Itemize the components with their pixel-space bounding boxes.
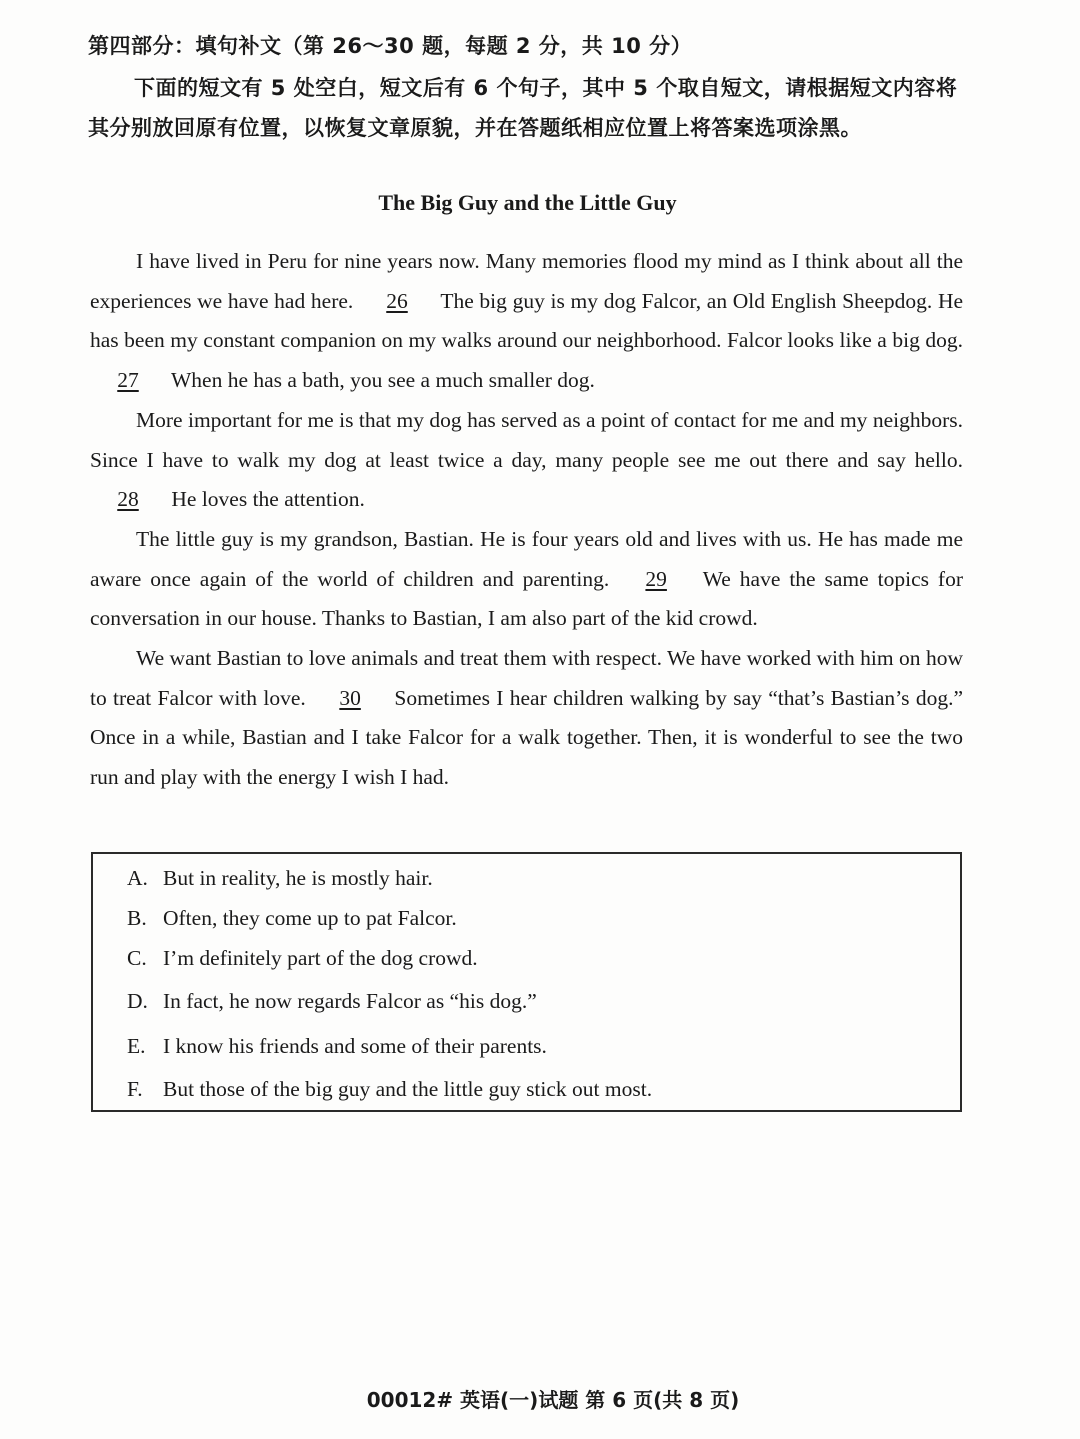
option-letter: D. — [127, 989, 148, 1013]
blank-28: 28 — [117, 487, 139, 512]
paragraph-text: When he has a bath, you see a much smaller dog. — [171, 368, 595, 393]
passage-title: The Big Guy and the Little Guy — [378, 190, 677, 215]
paragraph-text: He loves the attention. — [171, 487, 365, 512]
option-f — [127, 1077, 652, 1102]
paragraph-3 — [90, 520, 963, 639]
option-text: I know his friends and some of their parents. — [163, 1034, 547, 1058]
section-instructions: 下面的短文有 5 处空白，短文后有 6 个句子，其中 5 个取自短文，请根据短文内容将其分别放回原有位置，以恢复文章原貌，并在答题纸相应位置上将答案选项涂黑。 — [88, 76, 958, 140]
option-letter: E. — [127, 1034, 146, 1058]
options-box — [91, 852, 962, 1112]
paragraph-text: More important for me is that my dog has served as a point of contact for me and my neighbors. Since I have to walk my dog at least twice a day, many people see me out there and say hello. — [90, 407, 963, 472]
option-letter: C. — [127, 946, 147, 970]
option-text: But those of the big guy and the little guy stick out most. — [163, 1077, 653, 1101]
paragraph-1 — [90, 242, 963, 401]
option-text: In fact, he now regards Falcor as “his dog.” — [163, 989, 537, 1013]
option-text: But in reality, he is mostly hair. — [163, 866, 433, 890]
section-heading: 第四部分：填句补文（第 26～30 题，每题 2 分，共 10 分） — [88, 34, 693, 58]
paragraph-text: The big guy is my dog Falcor, an Old English Sheepdog. He has been my constant companion on my walks around our neighborhood. Falcor looks like a big dog. — [90, 288, 964, 353]
blank-30: 30 — [339, 685, 361, 710]
option-letter: A. — [127, 866, 148, 890]
option-a — [127, 866, 433, 891]
option-c — [127, 946, 478, 971]
option-letter: B. — [127, 906, 147, 930]
blank-27: 27 — [117, 368, 139, 393]
option-text: I’m definitely part of the dog crowd. — [163, 946, 478, 970]
paragraph-text: I have lived in Peru for nine years now. Many memories flood my mind as I think about all the experiences we have had here. — [90, 249, 963, 313]
page-footer: 00012# 英语(一)试题 第 6 页(共 8 页) — [366, 1388, 740, 1412]
paragraph-text: Sometimes I hear children walking by say “that’s Bastian’s dog.” Once in a while, Bastian and I take Falcor for a walk together. Then, it is wonderful to see the two run and play with the energy I wish I had. — [90, 685, 963, 790]
paragraph-text: We have the same topics for conversation in our house. Thanks to Bastian, I am also part of the kid crowd. — [90, 566, 963, 631]
passage-body — [90, 242, 963, 798]
option-d — [127, 989, 537, 1014]
paragraph-2 — [90, 401, 963, 520]
blank-29: 29 — [645, 566, 667, 591]
paragraph-text: The little guy is my grandson, Bastian. He is four years old and lives with us. He has made me aware once again of the world of children and parenting. — [90, 526, 963, 591]
blank-26: 26 — [386, 288, 408, 313]
paragraph-text: We want Bastian to love animals and treat them with respect. We have worked with him on how to treat Falcor with love. — [90, 646, 963, 710]
option-text: Often, they come up to pat Falcor. — [163, 906, 457, 930]
option-e — [127, 1034, 547, 1059]
option-b — [127, 906, 457, 931]
option-letter: F. — [127, 1077, 143, 1101]
paragraph-4 — [90, 639, 963, 798]
